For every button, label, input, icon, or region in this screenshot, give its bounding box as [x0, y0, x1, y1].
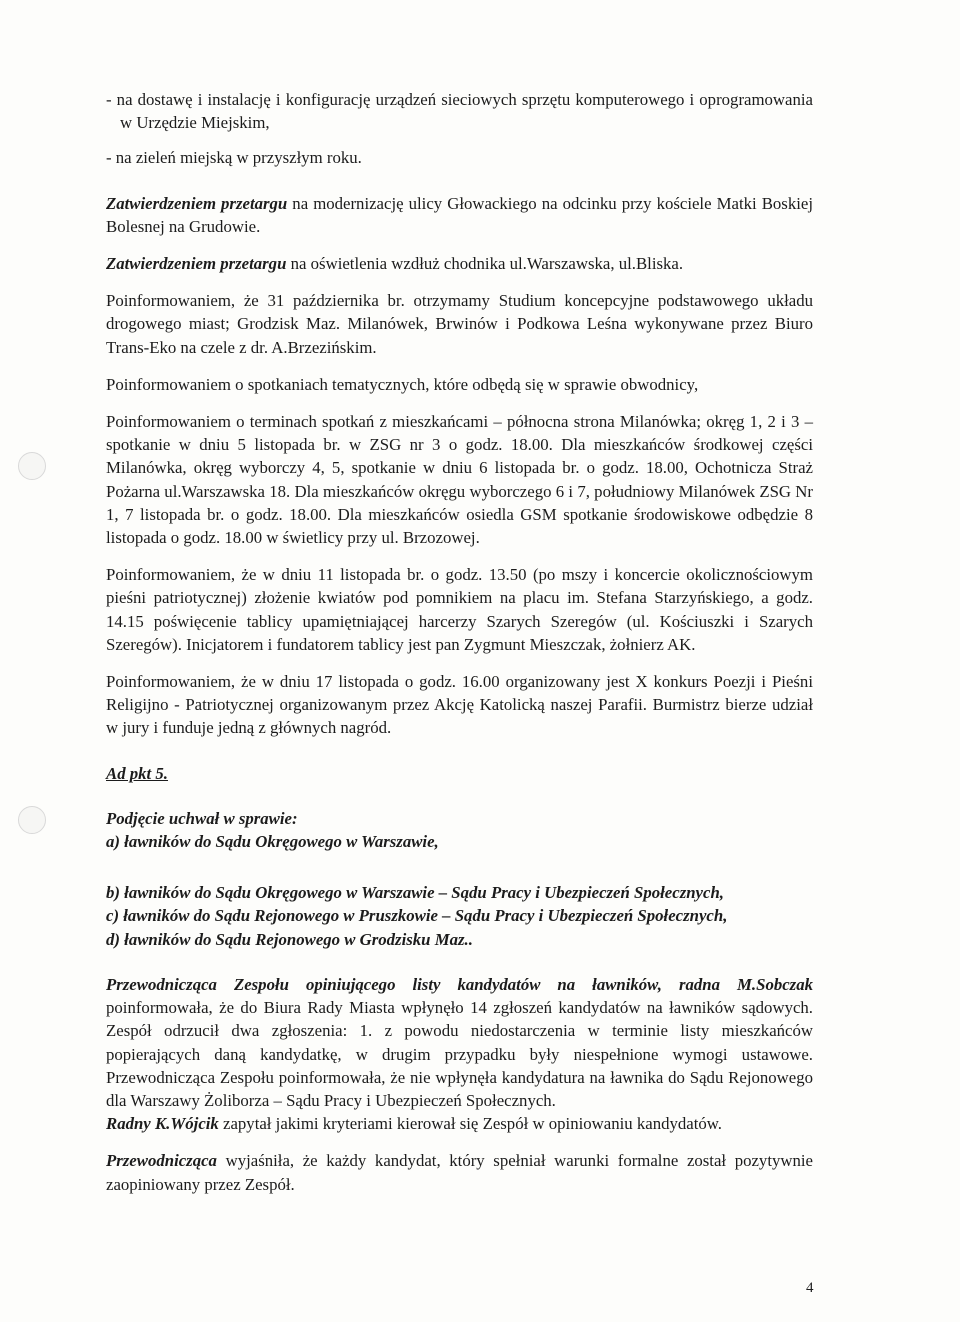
resolution-item-d: d) ławników do Sądu Rejonowego w Grodzisku Maz..	[106, 929, 473, 949]
paragraph-chairwoman-report	[106, 973, 813, 1112]
paragraph-lead: Zatwierdzeniem przetargu	[106, 193, 288, 213]
list-item-network: - na dostawę i instalację i konfigurację urządzeń sieciowych sprzętu komputerowego i oprogramowania w Urzędzie Miejskim,	[106, 90, 813, 133]
document-body	[106, 88, 813, 1196]
paragraph-thematic-meetings: Poinformowaniem o spotkaniach tematycznych, które odbędą się w sprawie obwodnicy,	[106, 374, 699, 394]
paragraph-road-study: Poinformowaniem, że 31 października br. otrzymamy Studium koncepcyjne podstawowego układu drogowego miast; Grodzisk Maz. Milanówek, Brwinów i Podkowa Leśna wykonywane przez Biuro Trans-Eko na czele z dr. A.Brzezińskim.	[106, 291, 813, 357]
section-heading-ad-pkt-5: Ad pkt 5.	[106, 763, 169, 783]
list-item-greenery: - na zieleń miejską w przyszłym roku.	[106, 148, 362, 168]
paragraph-lighting	[106, 252, 813, 275]
paragraph-street-modernization	[106, 192, 813, 238]
paragraph-lead: Przewodnicząca Zespołu opiniującego listy kandydatów na ławników, radna M.Sobczak	[106, 974, 813, 994]
paragraph-text: poinformowała, że do Biura Rady Miasta wpłynęło 14 zgłoszeń kandydatów na ławników sądowych. Zespół odrzucił dwa zgłoszenia: 1. z powodu niedostarczenia w terminie listy mieszkańców popierających daną kandydatkę, w drugim przypadku były niespełnione wymogi ustawowe. Przewodnicząca Zespołu poinformowała, że nie wpłynęła kandydatura na ławnika do Sądu Rejonowego dla Warszawy Żoliborza – Sądu Pracy i Ubezpieczeń Społecznych.	[106, 998, 813, 1110]
punch-hole-bottom	[18, 806, 46, 834]
paragraph-lead: Zatwierdzeniem przetargu	[106, 254, 287, 274]
paragraph-poetry-contest: Poinformowaniem, że w dniu 17 listopada o godz. 16.00 organizowany jest X konkurs Poezji i Pieśni Religijno - Patriotycznej organizowanym przez Akcję Katolicką naszej Parafii. Burmistrz bierze udział w jury i funduje jedną z głównych nagród.	[106, 672, 813, 738]
resolution-item-a: a) ławników do Sądu Okręgowego w Warszawie,	[106, 832, 439, 852]
paragraph-chairwoman-answer	[106, 1149, 813, 1195]
resolution-item-b: b) ławników do Sądu Okręgowego w Warszawie – Sądu Pracy i Ubezpieczeń Społecznych,	[106, 883, 724, 903]
paragraph-lead: Przewodnicząca	[106, 1151, 217, 1171]
resolutions-heading: Podjęcie uchwał w sprawie:	[106, 808, 298, 828]
resolution-item-c: c) ławników do Sądu Rejonowego w Pruszkowie – Sądu Pracy i Ubezpieczeń Społecznych,	[106, 906, 728, 926]
paragraph-text: zapytał jakimi kryteriami kierował się Zespół w opiniowaniu kandydatów.	[218, 1114, 722, 1134]
punch-hole-top	[18, 452, 46, 480]
paragraph-november-11: Poinformowaniem, że w dniu 11 listopada br. o godz. 13.50 (po mszy i koncercie okolicznościowym pieśni patriotycznej) złożenie kwiatów pod pomnikiem na placu im. Stefana Starzyńskiego, a godz. 14.15 poświęcenie tablicy upamiętniającej harcerzy Szarych Szeregów (ul. Kościuszki i Szarych Szeregów). Inicjatorem i fundatorem tablicy jest pan Zygmunt Mieszczak, żołnierz AK.	[106, 565, 813, 654]
paragraph-text: na modernizację ulicy Głowackiego na odcinku przy kościele Matki Boskiej Bolesnej na Grudowie.	[106, 193, 813, 236]
paragraph-resident-meetings: Poinformowaniem o terminach spotkań z mieszkańcami – północna strona Milanówka; okręg 1, 2 i 3 – spotkanie w dniu 5 listopada br. w ZSG nr 3 o godz. 18.00. Dla mieszkańców środkowej części Milanówka, okręg wyborczy 4, 5, spotkanie w dniu 6 listopada br. o godz. 18.00, Ochotnicza Straż Pożarna ul.Warszawska 18. Dla mieszkańców okręgu wyborczego 6 i 7, południowy Milanówek ZSG Nr 1, 7 listopada br. o godz. 18.00. Dla mieszkańców osiedla GSM spotkanie środowiskowe odbędzie 8 listopada o godz. 18.00 w świetlicy przy ul. Brzozowej.	[106, 412, 813, 548]
paragraph-lead: Radny K.Wójcik	[106, 1114, 219, 1134]
paragraph-wojcik-question	[106, 1112, 813, 1135]
paragraph-text: na oświetlenia wzdłuż chodnika ul.Warszawska, ul.Bliska.	[286, 254, 684, 274]
page-number: 4	[806, 1280, 814, 1296]
paragraph-text: wyjaśniła, że każdy kandydat, który spełniał warunki formalne został pozytywnie zaopiniowany przez Zespół.	[106, 1151, 813, 1194]
